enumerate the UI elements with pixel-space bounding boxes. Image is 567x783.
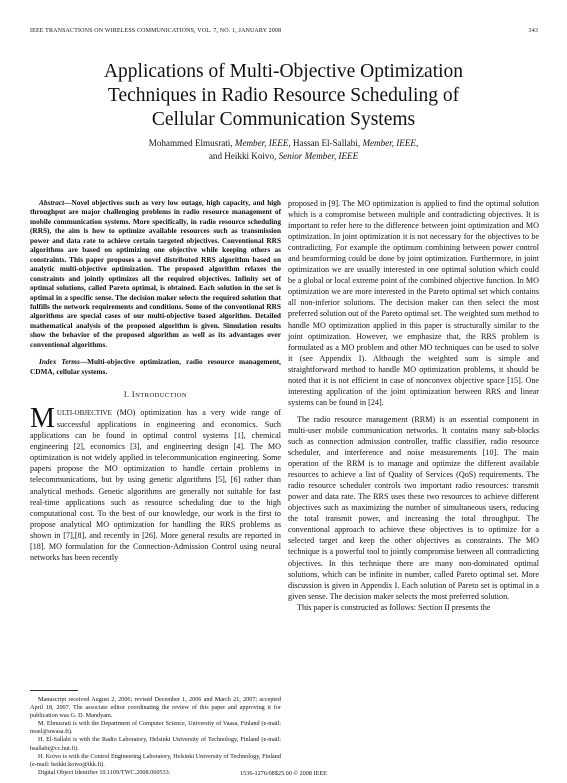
page-number: 343 xyxy=(528,28,538,34)
footnote-manuscript: Manuscript received August 2, 2006; revised December 1, 2006 and March 21, 2007; accepted April 18, 2007. The associate editor coordinating the review of this paper and approving it for publication was G. D. Mandyam. xyxy=(30,696,281,720)
footnotes xyxy=(30,690,281,777)
section-heading-introduction xyxy=(30,389,281,401)
index-terms-text: —Multi-objective optimization, radio resource management, CDMA, cellular systems. xyxy=(30,357,282,376)
author-name-1: Mohammed Elmusrati, xyxy=(148,138,233,148)
abstract-label: Abstract xyxy=(39,198,65,207)
drop-cap: M xyxy=(30,403,55,435)
running-head xyxy=(30,28,538,38)
author-grade-3: Senior Member, IEEE xyxy=(278,150,359,161)
author-grade-1: Member, IEEE, xyxy=(234,138,291,148)
footnote-doi: Digital Object Identifier 10.1109/TWC.2008.060533. xyxy=(38,768,171,776)
journal-name: IEEE TRANSACTIONS ON WIRELESS COMMUNICATIONS, VOL. 7, NO. 1, JANUARY 2008 xyxy=(30,28,282,34)
author-name-3: and Heikki Koivo, xyxy=(208,150,277,161)
author-line-1 xyxy=(40,137,527,150)
footnote-rule xyxy=(30,690,78,691)
footnote-author-3: H. Koivo is with the Control Engineering Laboratory, Helsinki University of Technology, Finland (e-mail: heikki.koivo@tkk.fi). xyxy=(30,752,281,768)
intro-lead: ULTI-OBJECTIVE xyxy=(56,409,112,418)
author-block xyxy=(40,137,527,162)
author-line-2 xyxy=(40,150,527,163)
footnote-author-1: M. Elmusrati is with the Department of Computer Science, University of Vaasa, Finland (e-mail: moel@uwasa.fi). xyxy=(30,720,281,736)
section-title-initial: I xyxy=(131,390,136,400)
left-column xyxy=(30,198,281,563)
intro-text: (MO) optimization has a very wide range of successful applications in engineering and economics. Such applications can be found in optimal control systems [1], chemical engineering [2], economics [3], and engineering design [4]. The MO optimization is not widely applied in telecommunication engineering. Some papers propose the MO optimization to handle certain problems in telecommunications, but by using genetic algorithms [5], [6] rather than analytical methods. Genetic algorithms are generally not suitable for fast real-time applications such as resource scheduling due to the high computational cost. To the best of our knowledge, our work is the first to propose analytical MO optimization for handling the RRS problems as shown in [7],[8], and recently in [26]. More general results are reported in [18]. MO formulation for the Connection-Admission Control using neural networks has been recently xyxy=(30,408,281,562)
section-title-rest: NTRODUCTION xyxy=(135,392,188,400)
right-paragraph-1: proposed in [9]. The MO optimization is applied to find the optimal solution which is a compromise between multiple and contradicting objectives. It is important to refer here to the difference between joint optimization and MO optimization. In joint optimization it is not necessary for the objectives to be contradicting. For example the optimum combining between power control and beamforming could be done by joint optimization. Furthermore, in joint optimization we are usually interested in one optimal solution which could be a global or local extreme point of the combined objective function. In MO optimization we are more interested in the Pareto optimal set which contains all non-inferior solutions. The decision maker can then select the most preferred solution out of the Pareto optimal set. The weighted sum method to handle MO optimization applied in this paper is structurally similar to the joint optimization. However, we emphasize that, the RRS problem is formulated as a MO problem and other MO techniques can be used to solve it (see Appendix I). Although the weighted sum is simple and straightforward method to handle MO optimization problems, it should be noted that it is not efficient in case of nonconvex objective space [15]. One interesting application of the joint optimization between RRS and linear systems can be found in [24]. xyxy=(288,199,539,407)
paper-title xyxy=(40,60,527,132)
title-line-2: Techniques in Radio Resource Scheduling of xyxy=(107,85,460,106)
footnote-author-2: H. El-Sallabi is with the Radio Laboratory, Helsinki University of Technology, Finland (e-mail: hsallabi@cc.hut.fi). xyxy=(30,736,281,752)
title-line-3: Cellular Communication Systems xyxy=(151,109,416,130)
right-paragraph-3: This paper is constructed as follows: Section II presents the xyxy=(297,602,491,612)
abstract xyxy=(30,198,281,349)
intro-paragraph xyxy=(30,403,281,563)
right-column xyxy=(288,198,539,613)
author-grade-2: Member, IEEE, xyxy=(362,138,419,148)
abstract-text: —Novel objectives such as very low outage, high capacity, and high throughput are major challenging problems in radio resource management of mobile communication systems. More specifically, in radio resource scheduling (RRS), the aim is how to optimize available resources such as transmission power and data rate to achieve certain targeted objectives. Conventional RRS algorithms are based on optimizing one objective while keeping others as constraints. This paper proposes a novel distributed RRS algorithm based on analytic multi-objective optimization. The proposed algorithm relaxes the constraints and jointly optimizes all the required objectives. Infinity set of optimal solutions, called Pareto optimal, is obtained. Each solution in the set is optimal in a specific sense. The decision maker selects the required solution that fulfills the network requirements and conditions. Some of the conventional RRS algorithms are special cases of our multi-objective based algorithm. Detailed mathematical analysis of the proposed algorithm is given. Simulation results show the behavior of the proposed algorithm as well as its advantages over conventional algorithms. xyxy=(30,198,281,349)
copyright-line: 1536-1276/08$25.00 © 2008 IEEE xyxy=(240,770,327,777)
title-line-1: Applications of Multi-Objective Optimization xyxy=(103,61,464,82)
author-name-2: Hassan El-Sallabi, xyxy=(292,138,361,148)
index-terms xyxy=(30,357,281,376)
section-numeral: I. xyxy=(123,390,130,400)
index-terms-label: Index Terms xyxy=(39,357,80,367)
right-paragraph-2: The radio resource management (RRM) is an essential component in multi-user mobile communication networks. It contains many sub-blocks such as connection admission controller, traffic classifier, radio resource scheduler, and interference and noise measurements [10]. The main operation of the RRM is to manage and optimize the different available resources to achieve a list of Quality of Services (QoS) requirements. The radio resource scheduler controls two important radio resources: transmit power and data rate. The RRS uses these two resources to achieve different objectives such as maximizing the number of simultaneous users, reducing the total transmit power, and increasing the total throughput. The conventional approach to achieve these objectives is to optimize for a selected target and keep the other objectives as constraints. The MO technique is a powerful tool to jointly compromise between all contradicting objectives. In this technique there are many non-dominated optimal solutions, which can be infinite in number, called Pareto optimal set. More discussion is given in Appendix I. Each solution of Pareto set is optimal in a given sense. The decision maker selects the most preferred solution. xyxy=(288,414,539,601)
